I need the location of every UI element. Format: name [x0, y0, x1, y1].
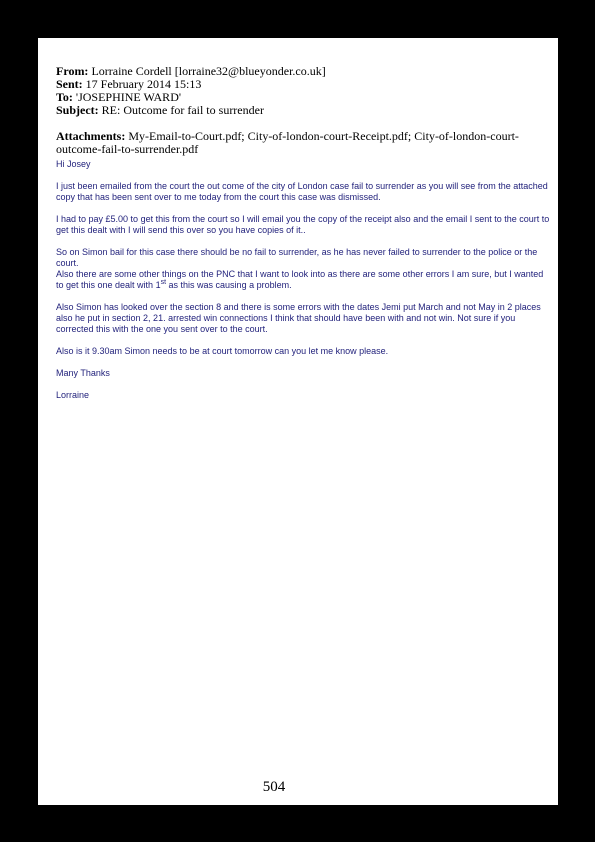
closing: Many Thanks [56, 368, 110, 378]
to-label: To: [56, 90, 73, 104]
subject-row [56, 104, 546, 117]
to-value: 'JOSEPHINE WARD' [75, 90, 182, 104]
ordinal-suffix: st [160, 279, 167, 286]
attachments-value: My-Email-to-Court.pdf; City-of-london-court-Receipt.pdf; City-of-london-court-outcome-fail-to-surrender.pdf [56, 129, 519, 156]
signature: Lorraine [56, 390, 90, 400]
attachments-label: Attachments: [56, 129, 126, 143]
sent-label: Sent: [56, 77, 83, 91]
paragraph-3b-end: as this was causing a problem. [166, 280, 292, 290]
paragraph-4: Also Simon has looked over the section 8 and there is some errors with the dates Jemi put March and not May in 2 places also he put in section 2, 21. arrested win connections I think that should have been with and not win. Not sure if you corrected this with the one you sent over to the court. [56, 302, 541, 334]
paragraph-3a: So on Simon bail for this case there should be no fail to surrender, as he has never failed to surrender to the police or the court. [56, 247, 538, 268]
paragraph-1: I just been emailed from the court the out come of the city of London case fail to surrender as you will see from the attached copy that has been sent over to me today from the court this case was dismissed. [56, 181, 548, 202]
paragraph-3b [56, 269, 550, 291]
subject-label: Subject: [56, 103, 99, 117]
greeting: Hi Josey [56, 159, 91, 169]
paragraph-2: I had to pay £5.00 to get this from the court so I will email you the copy of the receipt also and the email I sent to the court to get this dealt with I will send this over so you have copies of it.. [56, 214, 550, 235]
page-number: 504 [262, 779, 286, 795]
subject-value: RE: Outcome for fail to surrender [101, 103, 264, 117]
sent-value: 17 February 2014 15:13 [85, 77, 202, 91]
attachments-row [56, 130, 536, 156]
from-value: Lorraine Cordell [lorraine32@blueyonder.co.uk] [91, 64, 326, 78]
document-page [38, 38, 558, 805]
paragraph-5: Also is it 9.30am Simon needs to be at court tomorrow can you let me know please. [56, 346, 389, 356]
email-body [56, 159, 550, 412]
from-label: From: [56, 64, 89, 78]
email-header [56, 65, 546, 156]
paragraph-3b-start: Also there are some other things on the PNC that I want to look into as there are some other errors I am sure, but I wanted to get this one dealt with 1 [56, 269, 544, 290]
